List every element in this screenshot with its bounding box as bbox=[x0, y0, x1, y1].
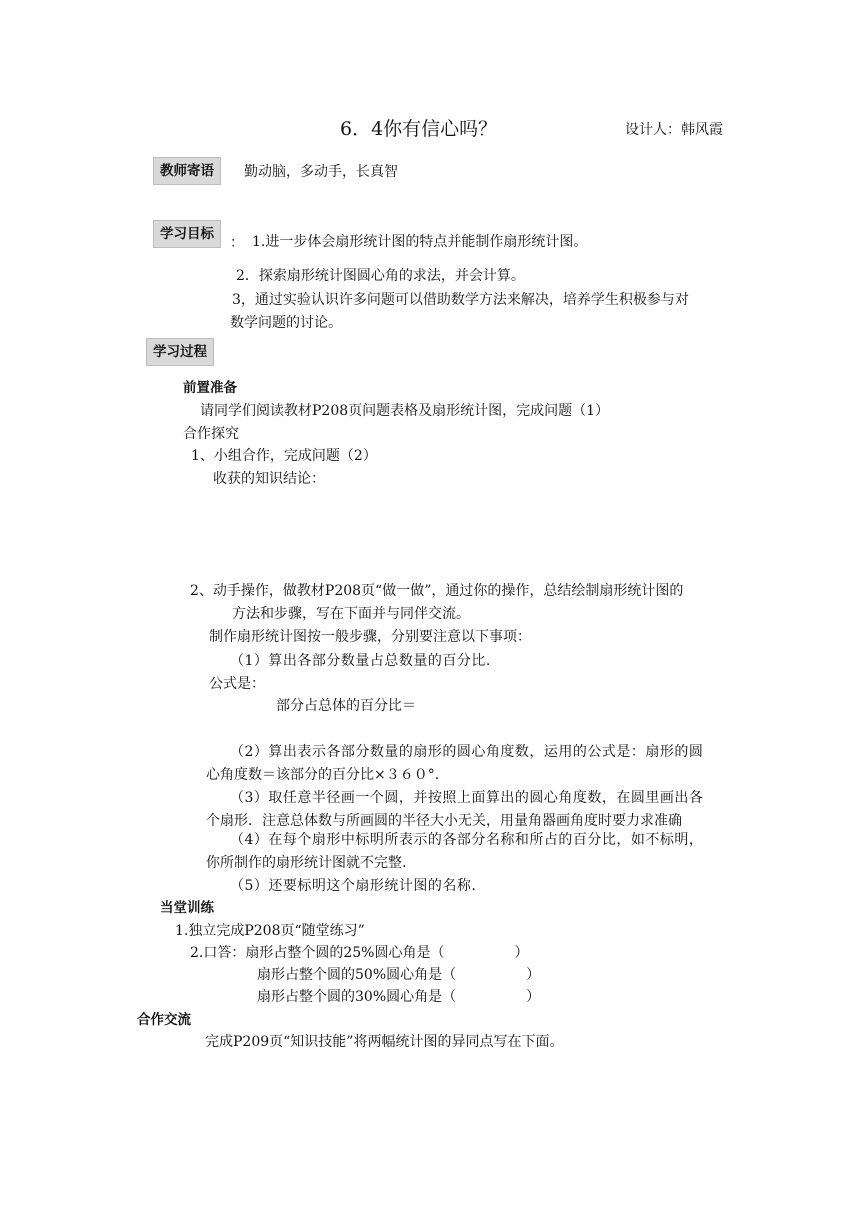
steps-intro: 制作扇形统计图按一般步骤，分别要注意以下事项： bbox=[209, 629, 531, 645]
step-3: （3）取任意半径画一个圆，并按照上面算出的圆心角度数，在圆里画出各 bbox=[230, 790, 704, 806]
question-2: 2、动手操作，做教材P208页“做一做”，通过你的操作，总结绘制扇形统计图的 bbox=[190, 583, 684, 599]
prep-text: 请同学们阅读教材P208页问题表格及扇形统计图，完成问题（1） bbox=[200, 403, 610, 419]
objective-item-2: 2．探索扇形统计图圆心角的求法，并会计算。 bbox=[236, 268, 525, 284]
question-1-conclusion: 收获的知识结论： bbox=[213, 471, 325, 487]
objective-item-3: 3，通过实验认识许多问题可以借助数学方法来解决，培养学生积极参与对 bbox=[232, 292, 689, 308]
practice-item-1: 1.独立完成P208页“随堂练习” bbox=[175, 923, 365, 939]
formula: 部分占总体的百分比＝ bbox=[276, 698, 416, 714]
teacher-words-label: 教师寄语 bbox=[153, 157, 221, 185]
objectives-colon: ： bbox=[230, 235, 244, 251]
question-2-cont: 方法和步骤，写在下面并与同伴交流。 bbox=[232, 606, 470, 622]
step-3-cont: 个扇形．注意总体数与所画圆的半径大小无关，用量角器画角度时要力求准确 bbox=[206, 813, 682, 829]
objectives-label: 学习目标 bbox=[153, 220, 221, 248]
teacher-words-text: 勤动脑，多动手，长真智 bbox=[244, 164, 398, 180]
step-4: （4）在每个扇形中标明所表示的各部分名称和所占的百分比，如不标明， bbox=[230, 832, 704, 848]
page-title: 6．4你有信心吗？ bbox=[340, 118, 498, 140]
exchange-heading: 合作交流 bbox=[137, 1012, 191, 1028]
practice-heading: 当堂训练 bbox=[160, 900, 214, 916]
step-2-cont: 心角度数＝该部分的百分比×３６０°． bbox=[206, 767, 449, 783]
objective-item-3-cont: 数学问题的讨论。 bbox=[230, 315, 342, 331]
practice-item-2b: 扇形占整个圆的50%圆心角是（ ） bbox=[257, 967, 541, 983]
practice-item-2: 2.口答：扇形占整个圆的25%圆心角是（ ） bbox=[190, 945, 529, 961]
explore-heading: 合作探究 bbox=[183, 426, 239, 442]
exchange-text: 完成P209页“知识技能”将两幅统计图的异同点写在下面。 bbox=[205, 1034, 564, 1050]
practice-item-2c: 扇形占整个圆的30%圆心角是（ ） bbox=[257, 989, 541, 1005]
prep-heading: 前置准备 bbox=[183, 380, 237, 396]
objective-item-1: 1.进一步体会扇形统计图的特点并能制作扇形统计图。 bbox=[252, 234, 588, 250]
question-1: 1、小组合作，完成问题（2） bbox=[191, 448, 377, 464]
step-1: （1）算出各部分数量占总数量的百分比. bbox=[230, 653, 491, 669]
step-2: （2）算出表示各部分数量的扇形的圆心角度数，运用的公式是：扇形的圆 bbox=[230, 744, 704, 760]
step-4-cont: 你所制作的扇形统计图就不完整. bbox=[206, 855, 407, 871]
formula-label: 公式是： bbox=[209, 676, 265, 692]
process-label: 学习过程 bbox=[146, 338, 214, 366]
step-5: （5）还要标明这个扇形统计图的名称. bbox=[230, 878, 477, 894]
designer-credit: 设计人：韩风霞 bbox=[625, 122, 723, 138]
